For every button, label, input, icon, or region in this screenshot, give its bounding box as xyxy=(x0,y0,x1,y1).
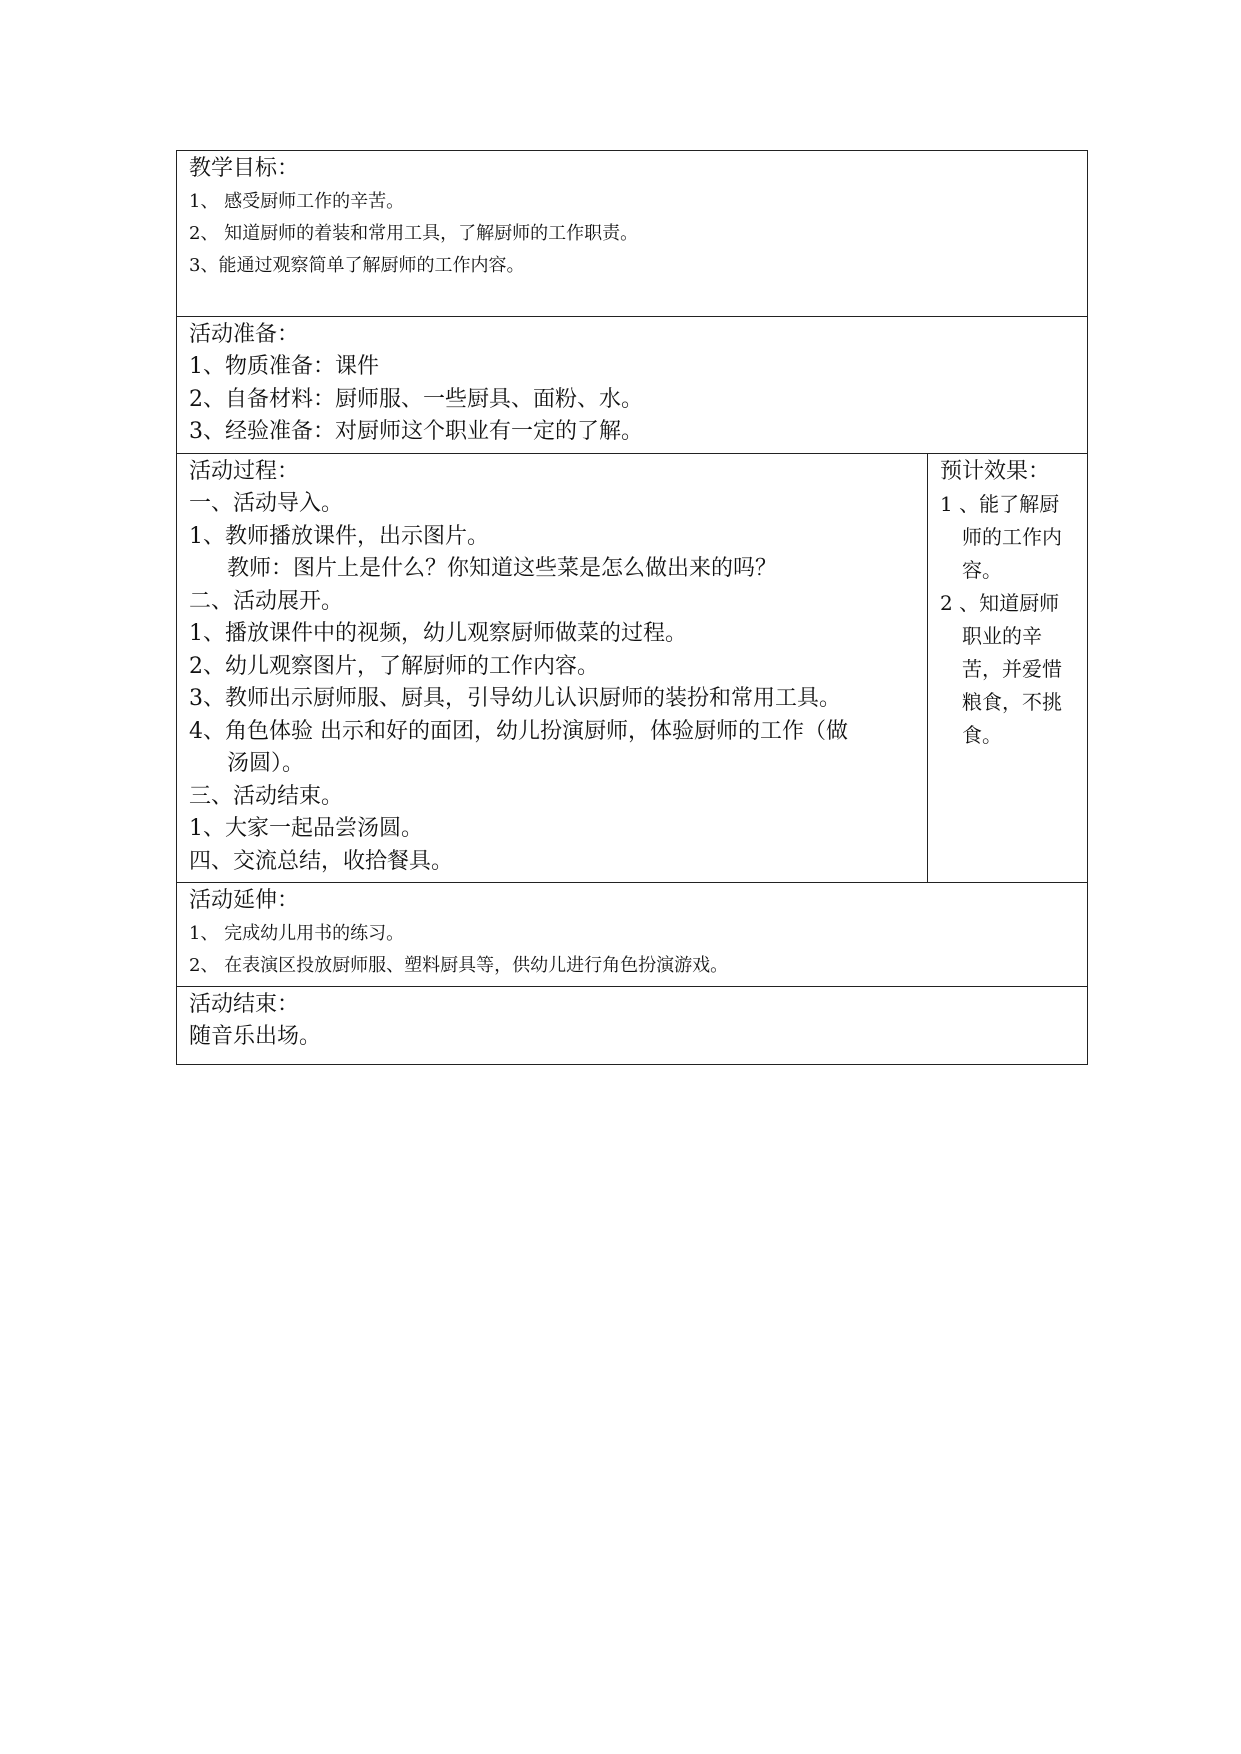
preparation-item: 2、自备材料：厨师服、一些厨具、面粉、水。 xyxy=(189,386,643,412)
expected-item-body: 职业的辛苦，并爱惜粮食，不挑食。 xyxy=(962,624,1062,747)
expected-effect-column xyxy=(928,454,1087,883)
extension-item: 2、 在表演区投放厨师服、塑料厨具等，供幼儿进行角色扮演游戏。 xyxy=(189,954,729,976)
ending-text: 随音乐出场。 xyxy=(189,1024,322,1049)
lesson-plan-table xyxy=(176,150,1088,1065)
process-line: 3、教师出示厨师服、厨具，引导幼儿认识厨师的装扮和常用工具。 xyxy=(189,686,841,711)
preparation-item: 3、经验准备：对厨师这个职业有一定的了解。 xyxy=(189,419,643,444)
process-line: 1、大家一起品尝汤圆。 xyxy=(189,816,423,841)
preparation-item: 1、物质准备：课件 xyxy=(189,354,379,379)
process-line: 2、幼儿观察图片，了解厨师的工作内容。 xyxy=(189,653,599,679)
process-column xyxy=(177,454,928,883)
extension-title: 活动延伸： xyxy=(189,888,300,913)
preparation-title: 活动准备： xyxy=(189,321,300,347)
process-line: 一、活动导入。 xyxy=(189,491,344,516)
ending-title: 活动结束： xyxy=(189,991,300,1017)
preparation-section xyxy=(177,316,1087,453)
expected-title: 预计效果： xyxy=(940,458,1051,484)
objective-item: 1、 感受厨师工作的辛苦。 xyxy=(189,190,405,212)
process-title: 活动过程： xyxy=(189,458,300,484)
expected-item-2 xyxy=(940,587,1079,752)
process-line: 1、播放课件中的视频，幼儿观察厨师做菜的过程。 xyxy=(189,621,687,646)
objective-item: 3、能通过观察简单了解厨师的工作内容。 xyxy=(189,254,525,276)
extension-item: 1、 完成幼儿用书的练习。 xyxy=(189,922,405,944)
objective-item: 2、 知道厨师的着装和常用工具，了解厨师的工作职责。 xyxy=(189,222,639,244)
expected-item-1 xyxy=(940,488,1079,587)
expected-item-head: 1 、能了解厨 xyxy=(940,492,1060,516)
expected-item-body: 师的工作内容。 xyxy=(962,525,1062,582)
process-line: 三、活动结束。 xyxy=(189,783,344,809)
process-line: 二、活动展开。 xyxy=(189,588,344,614)
objectives-section xyxy=(177,151,1087,316)
process-section xyxy=(177,453,1087,883)
process-line: 4、角色体验 出示和好的面团，幼儿扮演厨师，体验厨师的工作（做 xyxy=(189,718,848,744)
process-line: 教师：图片上是什么？你知道这些菜是怎么做出来的吗？ xyxy=(227,556,778,581)
expected-item-head: 2 、知道厨师 xyxy=(940,591,1060,615)
process-line: 1、教师播放课件，出示图片。 xyxy=(189,523,489,549)
objectives-title: 教学目标： xyxy=(189,156,300,181)
process-line: 汤圆）。 xyxy=(227,751,305,776)
process-line: 四、交流总结，收拾餐具。 xyxy=(189,848,454,874)
ending-section xyxy=(177,986,1087,1064)
extension-section xyxy=(177,882,1087,986)
